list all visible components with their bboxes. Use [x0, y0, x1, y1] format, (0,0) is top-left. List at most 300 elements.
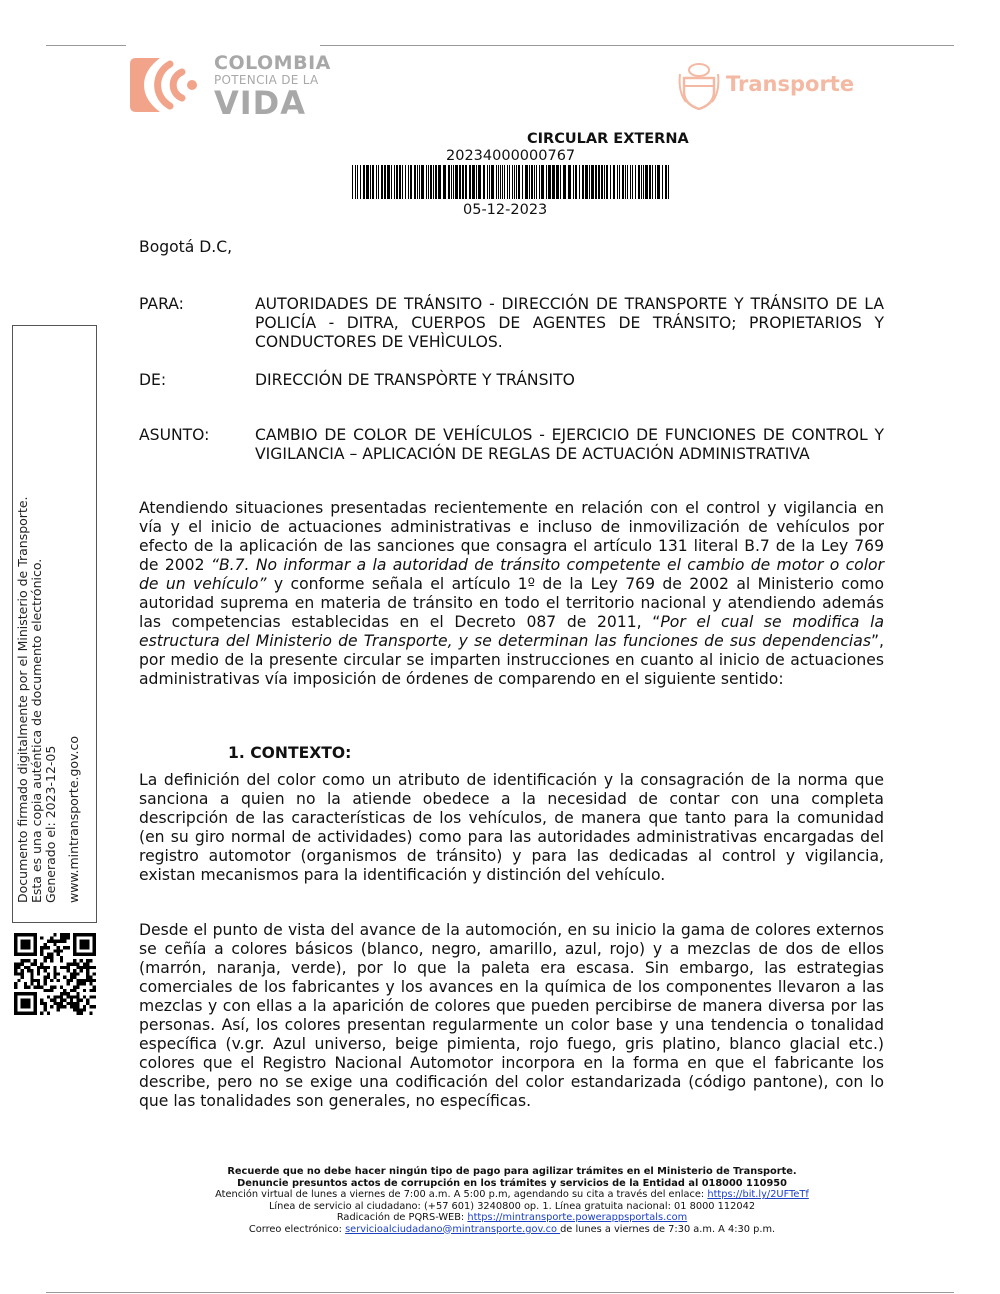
intro-text-3: ”, por medio de la presente circular se imparten instrucciones en cuanto al inicio de actuaciones administrativas vía imposición de órdenes de comparendo en el siguiente sentido: [139, 632, 884, 688]
qr-module [63, 992, 66, 995]
qr-module [66, 979, 69, 982]
qr-module [60, 933, 63, 936]
barcode-bar [507, 165, 508, 199]
intro-quote-1: “B.7. No informar a la autoridad de tránsito competente el cambio de motor o color de un vehículo” [139, 556, 884, 593]
top-rule-right [320, 45, 954, 46]
barcode-bar [435, 165, 437, 199]
qr-module [63, 989, 66, 992]
qr-module [93, 989, 96, 992]
qr-module [80, 982, 83, 985]
qr-module [70, 979, 73, 982]
qr-module [63, 936, 66, 939]
barcode-bar [546, 165, 547, 199]
barcode-bar [514, 165, 515, 199]
qr-module [37, 982, 40, 985]
qr-module [66, 933, 69, 936]
qr-module [60, 949, 63, 952]
colombia-wave-icon [130, 52, 210, 118]
barcode-bar [573, 165, 574, 199]
barcode-bar [529, 165, 530, 199]
qr-module [24, 959, 27, 962]
qr-module [70, 995, 73, 998]
qr-module [70, 976, 73, 979]
place-line: Bogotá D.C, [139, 238, 233, 256]
document-type: CIRCULAR EXTERNA [527, 131, 689, 147]
barcode-bar [483, 165, 485, 199]
qr-module [93, 1005, 96, 1008]
qr-module [21, 940, 31, 950]
barcode-bar [655, 165, 656, 199]
barcode-bar [443, 165, 446, 199]
barcode-bar [462, 165, 464, 199]
barcode-bar [643, 165, 644, 199]
qr-module [66, 966, 69, 969]
qr-module [76, 979, 79, 982]
barcode-bar [476, 165, 477, 199]
qr-module [73, 969, 76, 972]
barcode-bar [622, 165, 624, 199]
qr-module [50, 940, 53, 943]
qr-module [76, 972, 79, 975]
qr-module [73, 972, 76, 975]
qr-module [57, 1005, 60, 1008]
intro-quote-2: Por el cual se modifica la estructura del Ministerio de Transporte, y se determinan las funciones de sus dependencias [139, 613, 884, 650]
qr-module [80, 1012, 83, 1015]
qr-module [76, 982, 79, 985]
qr-module [44, 1005, 47, 1008]
qr-module [27, 959, 30, 962]
qr-module [73, 963, 76, 966]
qr-module [44, 1008, 47, 1011]
qr-module [50, 956, 53, 959]
barcode-bar [360, 165, 361, 199]
para-value: AUTORIDADES DE TRÁNSITO - DIRECCIÓN DE TRANSPORTE Y TRÁNSITO DE LA POLICÍA - DITRA, CUERPOS DE AGENTES DE TRÁNSITO; PROPIETARIOS Y CONDUCTORES DE VEHÌCULOS. [255, 295, 884, 351]
barcode-bar [657, 165, 660, 199]
barcode-bar [531, 165, 533, 199]
barcode-bar [451, 165, 452, 199]
qr-module [30, 982, 33, 985]
qr-module [21, 972, 24, 975]
barcode-bar [455, 165, 458, 199]
qr-module [53, 943, 56, 946]
qr-module [86, 972, 89, 975]
qr-module [86, 963, 89, 966]
barcode-bar [619, 165, 620, 199]
barcode-bar [487, 165, 488, 199]
qr-module [66, 946, 69, 949]
signature-line-3: Generado el: 2023-12-05 [43, 745, 58, 903]
bottom-rule [46, 1292, 954, 1293]
de-label: DE: [139, 371, 167, 389]
barcode-bar [405, 165, 406, 199]
barcode-bar [459, 165, 461, 199]
qr-module [83, 1008, 86, 1011]
qr-module [40, 966, 43, 969]
qr-module [60, 1005, 63, 1008]
qr-module [89, 1005, 92, 1008]
qr-module [83, 989, 86, 992]
qr-module [86, 969, 89, 972]
qr-module [63, 966, 66, 969]
barcode-bar [472, 165, 475, 199]
qr-module [70, 1002, 73, 1005]
qr-code[interactable] [14, 933, 96, 1015]
barcode-bar [563, 165, 566, 199]
qr-module [47, 1012, 50, 1015]
colombia-potencia-logo [130, 52, 331, 122]
barcode-bar [595, 165, 597, 199]
qr-module [76, 963, 79, 966]
barcode-bar [396, 165, 398, 199]
document-number: 20234000000767 [446, 148, 576, 164]
barcode-bar [601, 165, 603, 199]
signature-url[interactable]: www.mintransporte.gov.co [66, 736, 81, 903]
barcode-bar [604, 165, 605, 199]
qr-module [14, 982, 17, 985]
barcode-bar [428, 165, 429, 199]
qr-module [89, 959, 92, 962]
qr-module [76, 992, 79, 995]
footer-phone-line: Línea de servicio al ciudadano: (+57 601) 3240800 op. 1. Línea gratuita nacional: 01 8000 112042 [268, 1200, 756, 1212]
qr-module [66, 936, 69, 939]
qr-module [73, 1002, 76, 1005]
qr-module [73, 1008, 76, 1011]
qr-module [80, 1008, 83, 1011]
barcode-bar [630, 165, 631, 199]
footer-virtual-attention [100, 1189, 924, 1201]
qr-module [37, 985, 40, 988]
qr-module [76, 1008, 79, 1011]
logo-line-colombia: COLOMBIA [214, 52, 331, 74]
qr-module [66, 969, 69, 972]
qr-module [83, 979, 86, 982]
qr-module [70, 1005, 73, 1008]
intro-text-1: Atendiendo situaciones presentadas recientemente en relación con el control y vigilancia en vía y el inicio de actuaciones administrativas e incluso de inmovilización de vehículos por efecto de la aplicación de las sanciones que consagra el artículo 131 literal B.7 de la Ley 769 de 2002 [139, 499, 884, 574]
barcode-bar [414, 165, 416, 199]
barcode-bar [496, 165, 497, 199]
qr-module [37, 972, 40, 975]
footer-virtual-text: Atención virtual de lunes a viernes de 7:00 a.m. A 5:00 p.m, agendando su cita a través del enlace: [215, 1189, 708, 1200]
barcode-bar [568, 165, 571, 199]
qr-module [86, 999, 89, 1002]
barcode-bar [552, 165, 555, 199]
qr-module [40, 953, 43, 956]
qr-module [40, 999, 43, 1002]
qr-module [73, 976, 76, 979]
qr-module [60, 985, 63, 988]
qr-module [66, 992, 69, 995]
qr-module [73, 989, 76, 992]
barcode-bar [504, 165, 505, 199]
footer-email [100, 1224, 924, 1236]
asunto-label: ASUNTO: [139, 426, 210, 444]
qr-module [93, 985, 96, 988]
barcode-bar [417, 165, 418, 199]
qr-module [50, 959, 53, 962]
section-heading-contexto: 1. CONTEXTO: [228, 744, 352, 762]
contexto-paragraph-1: La definición del color como un atributo de identificación y la consagración de la norma que sanciona a quien no la atiende obedece a la necesidad de contar con una completa descripción de las características de los vehículos, de manera que tanto para la comunidad (en su giro normal de actividades) como para las autoridades administrativas encargadas del registro automotor (organismos de tránsito) y para las dedicadas al control y vigilancia, existan mecanismos para la identificación y distinción del vehículo. [139, 771, 884, 884]
qr-module [73, 959, 76, 962]
barcode-bar [516, 165, 517, 199]
qr-module [44, 969, 47, 972]
barcode-bar [478, 165, 481, 199]
qr-module [27, 985, 30, 988]
qr-module [70, 972, 73, 975]
qr-module [63, 946, 66, 949]
qr-module [50, 999, 53, 1002]
barcode-bar [665, 165, 667, 199]
appointment-link[interactable]: https://bit.ly/2UFTeTf [707, 1189, 809, 1200]
qr-module [83, 1005, 86, 1008]
barcode-bar [366, 165, 369, 199]
barcode-bar [641, 165, 642, 199]
qr-module [70, 999, 73, 1002]
barcode-bar [645, 165, 648, 199]
qr-module [21, 959, 24, 962]
qr-module [21, 976, 24, 979]
qr-module [66, 963, 69, 966]
qr-module [50, 953, 53, 956]
qr-module [70, 989, 73, 992]
barcode-bar [357, 165, 358, 199]
document-date: 05-12-2023 [463, 202, 548, 218]
qr-module [89, 966, 92, 969]
qr-module [80, 999, 83, 1002]
qr-module [34, 979, 37, 982]
qr-module [40, 946, 43, 949]
qr-module [47, 946, 50, 949]
qr-module [47, 972, 50, 975]
footer-email-text: Correo electrónico: [248, 1223, 346, 1235]
qr-module [47, 989, 50, 992]
asunto-value: CAMBIO DE COLOR DE VEHÍCULOS - EJERCICIO DE FUNCIONES DE CONTROL Y VIGILANCIA – APLICACIÓN DE REGLAS DE ACTUACIÓN ADMINISTRATIVA [255, 426, 884, 463]
qr-module [47, 953, 50, 956]
barcode-bar [491, 165, 494, 199]
qr-module [57, 1002, 60, 1005]
qr-module [44, 959, 47, 962]
barcode-bar [489, 165, 490, 199]
qr-module [80, 979, 83, 982]
barcode-bar [560, 165, 561, 199]
barcode-bar [500, 165, 501, 199]
barcode-bar [433, 165, 434, 199]
signature-line-2: Esta es una copia auténtica de documento electrónico. [29, 558, 44, 903]
qr-module [93, 972, 96, 975]
qr-module [86, 979, 89, 982]
qr-module [47, 940, 50, 943]
qr-module [24, 985, 27, 988]
qr-module [63, 940, 66, 943]
qr-module [30, 963, 33, 966]
qr-module [44, 982, 47, 985]
barcode-bar [589, 165, 590, 199]
barcode-bar [575, 165, 577, 199]
barcode-bar [421, 165, 424, 199]
qr-module [57, 995, 60, 998]
qr-module [66, 1002, 69, 1005]
qr-module [63, 999, 66, 1002]
barcode-bar [370, 165, 371, 199]
qr-module [60, 959, 63, 962]
barcode-bar [469, 165, 471, 199]
qr-module [57, 1008, 60, 1011]
barcode-bar [585, 165, 588, 199]
qr-module [47, 956, 50, 959]
barcode-bar [394, 165, 395, 199]
qr-module [70, 963, 73, 966]
qr-module [73, 995, 76, 998]
barcode-bar [662, 165, 663, 199]
qr-module [44, 989, 47, 992]
qr-module [44, 979, 47, 982]
qr-module [60, 1002, 63, 1005]
barcode-bar [410, 165, 412, 199]
qr-module [40, 985, 43, 988]
qr-module [60, 936, 63, 939]
signature-line-1: Documento firmado digitalmente por el Ministerio de Transporte. [15, 496, 30, 903]
qr-module [37, 979, 40, 982]
qr-module [89, 976, 92, 979]
barcode-bar [372, 165, 374, 199]
qr-module [53, 949, 56, 952]
barcode-bar [635, 165, 636, 199]
qr-module [66, 982, 69, 985]
qr-module [44, 956, 47, 959]
qr-module [30, 979, 33, 982]
barcode-bar [355, 165, 356, 199]
qr-module [34, 963, 37, 966]
qr-module [53, 976, 56, 979]
footer-corruption-notice: Denuncie presuntos actos de corrupción en los trámites y servicios de la Entidad al 018000 110950 [237, 1177, 787, 1189]
qr-module [14, 966, 17, 969]
barcode-bar [652, 165, 653, 199]
qr-module [63, 933, 66, 936]
barcode-bar [579, 165, 580, 199]
qr-module [57, 953, 60, 956]
qr-module [40, 949, 43, 952]
email-link[interactable]: servicioalciudadano@mintransporte.gov.co [345, 1223, 561, 1235]
qr-module [53, 933, 56, 936]
intro-paragraph [139, 499, 884, 689]
footer-payment-notice: Recuerde que no debe hacer ningún tipo de pago para agilizar trámites en el Ministerio de Transporte. [227, 1166, 797, 1177]
barcode-bar [381, 165, 383, 199]
barcode-bar [502, 165, 503, 199]
qr-module [76, 985, 79, 988]
qr-module [37, 969, 40, 972]
qr-module [53, 940, 56, 943]
top-rule-left [46, 45, 126, 46]
qr-module [14, 969, 17, 972]
qr-module [80, 959, 83, 962]
qr-module [76, 995, 79, 998]
qr-module [57, 979, 60, 982]
barcode-bar [632, 165, 633, 199]
qr-module [17, 963, 20, 966]
transporte-logo-text: Transporte [726, 72, 855, 96]
qr-module [14, 985, 17, 988]
qr-module [50, 936, 53, 939]
qr-module [17, 972, 20, 975]
qr-module [57, 946, 60, 949]
barcode-bar [399, 165, 401, 199]
qr-module [76, 1005, 79, 1008]
qr-module [73, 985, 76, 988]
barcode-bar [591, 165, 594, 199]
qr-module [27, 969, 30, 972]
barcode-bar [668, 165, 669, 199]
qr-module [50, 985, 53, 988]
qr-module [14, 972, 17, 975]
qr-module [93, 995, 96, 998]
barcode-bar [453, 165, 454, 199]
qr-module [86, 959, 89, 962]
qr-module [80, 966, 83, 969]
barcode-bar [419, 165, 420, 199]
footer [100, 1166, 924, 1235]
qr-module [30, 976, 33, 979]
barcode-bar [606, 165, 608, 199]
barcode-bar [384, 165, 386, 199]
barcode-bar [625, 165, 626, 199]
qr-module [80, 940, 90, 950]
qr-module [76, 1012, 79, 1015]
barcode [352, 165, 670, 199]
qr-module [47, 976, 50, 979]
transporte-logo [678, 62, 855, 108]
qr-module [21, 969, 24, 972]
qr-module [89, 1012, 92, 1015]
qr-module [57, 940, 60, 943]
coat-of-arms-icon [678, 62, 720, 110]
logo-line-vida: VIDA [214, 84, 306, 122]
qr-module [40, 963, 43, 966]
qr-module [44, 943, 47, 946]
qr-module [44, 946, 47, 949]
qr-module [89, 979, 92, 982]
qr-module [63, 1005, 66, 1008]
barcode-bar [509, 165, 510, 199]
qr-module [53, 995, 56, 998]
barcode-bar [438, 165, 441, 199]
barcode-bar [391, 165, 392, 199]
barcode-bar [525, 165, 528, 199]
barcode-bar [378, 165, 379, 199]
qr-module [14, 963, 17, 966]
barcode-bar [352, 165, 353, 199]
barcode-bar [512, 165, 513, 199]
qr-module [53, 985, 56, 988]
qr-module [53, 969, 56, 972]
qr-module [60, 940, 63, 943]
qr-module [93, 966, 96, 969]
barcode-bar [402, 165, 403, 199]
footer-email-hours: de lunes a viernes de 7:30 a.m. A 4:30 p.m. [560, 1223, 776, 1235]
barcode-bar [363, 165, 365, 199]
footer-pqrs-text: Radicación de PQRS-WEB: [336, 1212, 468, 1223]
qr-module [27, 966, 30, 969]
qr-module [66, 995, 69, 998]
qr-module [34, 959, 37, 962]
qr-module [76, 1002, 79, 1005]
qr-module [83, 982, 86, 985]
barcode-bar [498, 165, 499, 199]
qr-module [30, 972, 33, 975]
pqrs-link[interactable]: https://mintransporte.powerappsportals.com [467, 1212, 688, 1223]
footer-pqrs [100, 1212, 924, 1224]
barcode-bar [430, 165, 432, 199]
barcode-bar [534, 165, 535, 199]
barcode-bar [376, 165, 377, 199]
